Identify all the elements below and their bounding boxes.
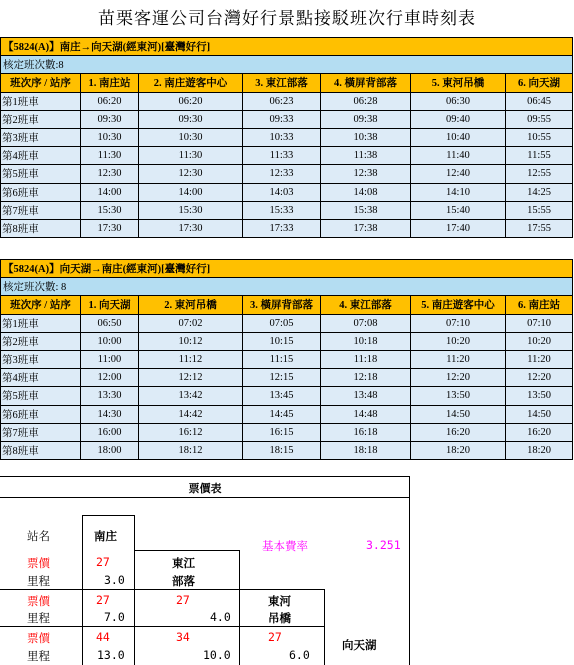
departure-time: 11:12 (139, 350, 243, 368)
price-label: 票價 (27, 631, 50, 645)
trip-label: 第6班車 (1, 405, 81, 423)
departure-time: 11:33 (243, 147, 321, 165)
price-value: 27 (268, 630, 282, 644)
header-row (1, 296, 573, 314)
departure-time: 17:55 (506, 219, 573, 237)
table-row (1, 314, 573, 332)
departure-time: 14:00 (139, 183, 243, 201)
departure-time: 12:55 (506, 165, 573, 183)
departure-time: 14:25 (506, 183, 573, 201)
departure-time: 14:03 (243, 183, 321, 201)
departure-time: 12:30 (139, 165, 243, 183)
departure-time: 12:33 (243, 165, 321, 183)
price-label: 票價 (27, 594, 50, 608)
departure-time: 17:33 (243, 219, 321, 237)
departure-time: 11:15 (243, 350, 321, 368)
trip-label: 第4班車 (1, 369, 81, 387)
departure-time: 10:00 (81, 332, 139, 350)
header-station: 4. 東江部落 (321, 296, 411, 314)
departure-time: 14:50 (411, 405, 506, 423)
table-row (1, 369, 573, 387)
departure-time: 14:50 (506, 405, 573, 423)
trip-label: 第3班車 (1, 128, 81, 146)
table-row (1, 350, 573, 368)
table-row (1, 128, 573, 146)
route-title-row (1, 38, 573, 56)
departure-time: 16:18 (321, 423, 411, 441)
departure-time: 18:15 (243, 441, 321, 459)
station-donghe-line1: 東河 (268, 594, 291, 608)
distance-value: 6.0 (289, 648, 310, 662)
table-row (1, 219, 573, 237)
departure-time: 13:48 (321, 387, 411, 405)
departure-time: 11:00 (81, 350, 139, 368)
price-value: 27 (96, 593, 110, 607)
station-dongjiang-line2: 部落 (172, 574, 195, 588)
departure-time: 07:02 (139, 314, 243, 332)
departure-time: 18:20 (411, 441, 506, 459)
header-station: 1. 南庄站 (81, 74, 139, 92)
schedule-body (1, 38, 573, 238)
header-station: 3. 東江部落 (243, 74, 321, 92)
distance-label: 里程 (27, 649, 50, 663)
departure-time: 12:12 (139, 369, 243, 387)
header-station: 1. 向天湖 (81, 296, 139, 314)
departure-time: 09:55 (506, 110, 573, 128)
departure-time: 13:50 (506, 387, 573, 405)
trip-label: 第7班車 (1, 423, 81, 441)
departure-time: 18:18 (321, 441, 411, 459)
approved-trips-row (1, 56, 573, 74)
departure-time: 06:50 (81, 314, 139, 332)
distance-label: 里程 (27, 611, 50, 625)
table-row (1, 423, 573, 441)
base-rate-label: 基本費率 (262, 539, 308, 553)
departure-time: 16:00 (81, 423, 139, 441)
departure-time: 12:38 (321, 165, 411, 183)
table-row (1, 183, 573, 201)
departure-time: 15:38 (321, 201, 411, 219)
departure-time: 14:48 (321, 405, 411, 423)
departure-time: 16:20 (411, 423, 506, 441)
header-station: 5. 東河吊橋 (411, 74, 506, 92)
schedule-body (1, 260, 573, 460)
route-title: 【5824(A)】向天湖→南庄(經東河)[臺灣好行] (1, 260, 573, 278)
departure-time: 07:10 (506, 314, 573, 332)
departure-time: 12:20 (411, 369, 506, 387)
table-row (1, 405, 573, 423)
departure-time: 14:45 (243, 405, 321, 423)
station-nanzhuang: 南庄 (94, 529, 117, 543)
departure-time: 14:08 (321, 183, 411, 201)
trip-label: 第8班車 (1, 219, 81, 237)
departure-time: 07:05 (243, 314, 321, 332)
table-row (1, 110, 573, 128)
departure-time: 12:15 (243, 369, 321, 387)
departure-time: 12:40 (411, 165, 506, 183)
distance-value: 3.0 (104, 573, 125, 587)
departure-time: 10:30 (81, 128, 139, 146)
departure-time: 15:33 (243, 201, 321, 219)
departure-time: 07:08 (321, 314, 411, 332)
price-value: 27 (96, 555, 110, 569)
station-dongjiang-line1: 東江 (172, 556, 195, 570)
departure-time: 10:18 (321, 332, 411, 350)
departure-time: 06:23 (243, 92, 321, 110)
departure-time: 10:40 (411, 128, 506, 146)
table-row (1, 147, 573, 165)
table-row (1, 201, 573, 219)
departure-time: 14:42 (139, 405, 243, 423)
distance-label: 里程 (27, 574, 50, 588)
departure-time: 09:38 (321, 110, 411, 128)
header-station: 3. 橫屏背部落 (243, 296, 321, 314)
trip-label: 第5班車 (1, 165, 81, 183)
departure-time: 13:42 (139, 387, 243, 405)
trip-label: 第5班車 (1, 387, 81, 405)
table-row (1, 332, 573, 350)
departure-time: 18:20 (506, 441, 573, 459)
trip-label: 第2班車 (1, 110, 81, 128)
departure-time: 15:30 (81, 201, 139, 219)
trip-label: 第1班車 (1, 92, 81, 110)
departure-time: 11:38 (321, 147, 411, 165)
price-label: 票價 (27, 556, 50, 570)
route-title: 【5824(A)】南庄→向天湖(經東河)[臺灣好行] (1, 38, 573, 56)
departure-time: 17:40 (411, 219, 506, 237)
departure-time: 11:20 (411, 350, 506, 368)
header-row (1, 74, 573, 92)
departure-time: 06:20 (139, 92, 243, 110)
departure-time: 17:30 (139, 219, 243, 237)
departure-time: 11:55 (506, 147, 573, 165)
departure-time: 10:20 (506, 332, 573, 350)
departure-time: 11:40 (411, 147, 506, 165)
departure-time: 09:40 (411, 110, 506, 128)
departure-time: 12:20 (506, 369, 573, 387)
departure-time: 09:30 (139, 110, 243, 128)
departure-time: 14:30 (81, 405, 139, 423)
header-station: 2. 東河吊橋 (139, 296, 243, 314)
departure-time: 09:30 (81, 110, 139, 128)
departure-time: 17:38 (321, 219, 411, 237)
header-station: 6. 南庄站 (506, 296, 573, 314)
trip-label: 第6班車 (1, 183, 81, 201)
station-donghe-line2: 吊橋 (268, 611, 291, 625)
trip-label: 第4班車 (1, 147, 81, 165)
approved-trips-count: 核定班次數:8 (1, 56, 573, 74)
departure-time: 10:12 (139, 332, 243, 350)
schedule-table-outbound (0, 37, 573, 238)
departure-time: 14:00 (81, 183, 139, 201)
departure-time: 13:50 (411, 387, 506, 405)
distance-value: 10.0 (203, 648, 231, 662)
base-rate-value: 3.251 (366, 538, 401, 552)
page-title: 苗栗客運公司台灣好行景點接駁班次行車時刻表 (98, 9, 476, 29)
departure-time: 09:33 (243, 110, 321, 128)
departure-time: 11:18 (321, 350, 411, 368)
approved-trips-row (1, 278, 573, 296)
departure-time: 06:28 (321, 92, 411, 110)
departure-time: 18:00 (81, 441, 139, 459)
trip-label: 第2班車 (1, 332, 81, 350)
price-value: 27 (176, 593, 190, 607)
departure-time: 06:20 (81, 92, 139, 110)
departure-time: 15:55 (506, 201, 573, 219)
table-row (1, 92, 573, 110)
table-row (1, 387, 573, 405)
departure-time: 10:15 (243, 332, 321, 350)
departure-time: 13:30 (81, 387, 139, 405)
price-value: 34 (176, 630, 190, 644)
header-trip-stop: 班次序 / 站序 (1, 296, 81, 314)
departure-time: 11:30 (139, 147, 243, 165)
trip-label: 第1班車 (1, 314, 81, 332)
departure-time: 10:30 (139, 128, 243, 146)
departure-time: 17:30 (81, 219, 139, 237)
departure-time: 12:00 (81, 369, 139, 387)
header-station: 4. 橫屏背部落 (321, 74, 411, 92)
table-row (1, 165, 573, 183)
header-trip-stop: 班次序 / 站序 (1, 74, 81, 92)
departure-time: 15:30 (139, 201, 243, 219)
station-xiangtianhu: 向天湖 (342, 638, 377, 652)
departure-time: 16:20 (506, 423, 573, 441)
header-station: 6. 向天湖 (506, 74, 573, 92)
distance-value: 7.0 (104, 610, 125, 624)
departure-time: 06:30 (411, 92, 506, 110)
departure-time: 13:45 (243, 387, 321, 405)
trip-label: 第8班車 (1, 441, 81, 459)
station-name-label: 站名 (27, 529, 50, 543)
departure-time: 12:18 (321, 369, 411, 387)
table-row (1, 441, 573, 459)
departure-time: 11:30 (81, 147, 139, 165)
departure-time: 16:12 (139, 423, 243, 441)
price-value: 44 (96, 630, 110, 644)
departure-time: 06:45 (506, 92, 573, 110)
header-station: 2. 南庄遊客中心 (139, 74, 243, 92)
departure-time: 18:12 (139, 441, 243, 459)
departure-time: 10:33 (243, 128, 321, 146)
trip-label: 第7班車 (1, 201, 81, 219)
departure-time: 10:20 (411, 332, 506, 350)
departure-time: 10:55 (506, 128, 573, 146)
fare-table-title: 票價表 (188, 482, 222, 495)
trip-label: 第3班車 (1, 350, 81, 368)
header-station: 5. 南庄遊客中心 (411, 296, 506, 314)
route-title-row (1, 260, 573, 278)
departure-time: 11:20 (506, 350, 573, 368)
departure-time: 15:40 (411, 201, 506, 219)
approved-trips-count: 核定班次數: 8 (1, 278, 573, 296)
departure-time: 10:38 (321, 128, 411, 146)
departure-time: 07:10 (411, 314, 506, 332)
distance-value: 4.0 (210, 610, 231, 624)
schedule-table-return (0, 259, 573, 460)
departure-time: 14:10 (411, 183, 506, 201)
departure-time: 16:15 (243, 423, 321, 441)
departure-time: 12:30 (81, 165, 139, 183)
distance-value: 13.0 (97, 648, 125, 662)
